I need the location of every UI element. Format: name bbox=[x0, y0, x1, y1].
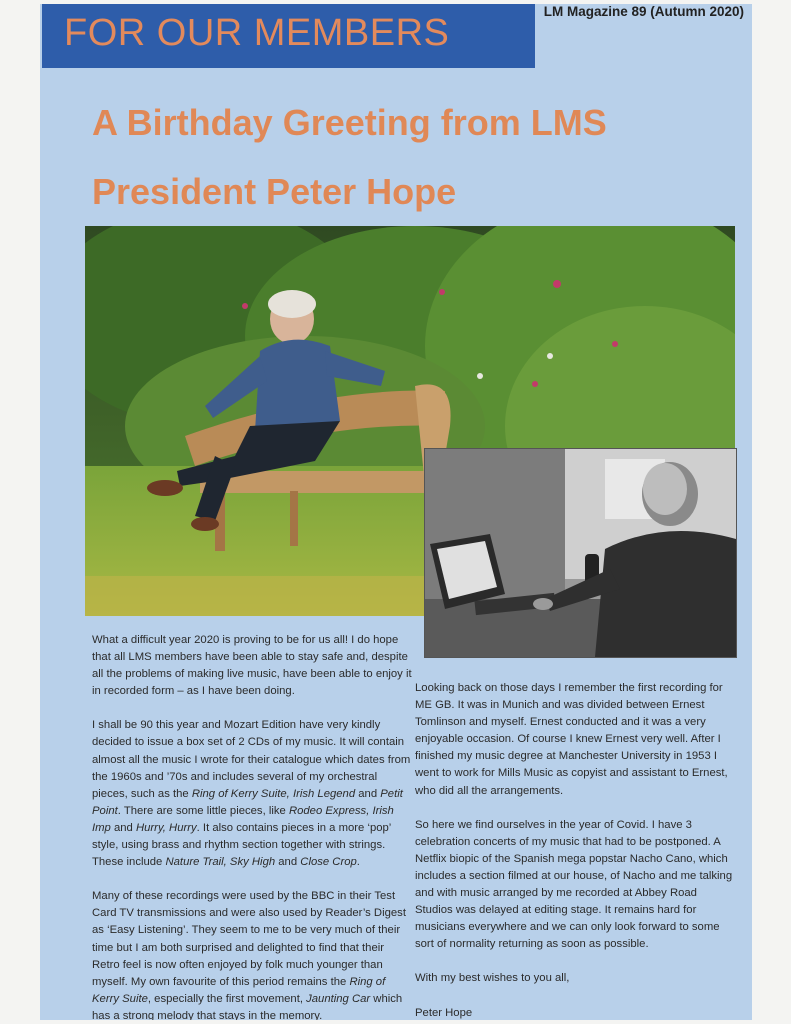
text-run: . There are some little pieces, like bbox=[117, 804, 289, 817]
text-run: , especially the first movement, bbox=[147, 992, 307, 1005]
paragraph bbox=[92, 717, 414, 871]
inset-photo bbox=[424, 448, 737, 658]
article-column-left bbox=[92, 632, 414, 1020]
paragraph: Looking back on those days I remember the first recording for ME GB. It was in Munich and was divided between Ernest Tomlinson and myself. Ernest conducted and it was a very enjoyable occasion. Of course I knew Ernest very well. After I finished my music degree at Manchester University in 1953 I went to work for Mills Music as copyist and assistant to Ernest, who did all the arrangements. bbox=[415, 682, 728, 797]
section-banner bbox=[42, 4, 535, 68]
italic-title: Rodeo Express, Irish Imp bbox=[92, 804, 394, 834]
text-run: and bbox=[355, 787, 381, 800]
article-title-line2: President Peter Hope bbox=[92, 171, 457, 212]
magazine-page bbox=[40, 4, 752, 1020]
text-run: which has a strong melody that stays in the memory. bbox=[92, 992, 403, 1020]
italic-title: Ring of Kerry Suite, Irish Legend bbox=[191, 787, 356, 800]
text-run: I shall be 90 this year and Mozart Edition have very kindly decided to issue a box set of 2 CDs of my music. It will contain almost all the music I wrote for their catalogue which dates from the 1960s and ’70s and includes several of my orchestral pieces, such as the bbox=[92, 719, 411, 800]
paragraph: With my best wishes to you all, bbox=[415, 972, 570, 985]
text-run: . bbox=[356, 856, 360, 869]
italic-title: Ring of Kerry Suite bbox=[92, 975, 386, 1005]
text-run: and bbox=[110, 821, 136, 834]
issue-label: LM Magazine 89 (Autumn 2020) bbox=[543, 4, 744, 19]
paragraph bbox=[92, 888, 414, 1020]
paragraph: What a difficult year 2020 is proving to be for us all! I do hope that all LMS members have been able to stay safe and, despite all the problems of making live music, have been able to enjoy it in recorded form – as I have been doing. bbox=[92, 634, 412, 698]
article-title-line1: A Birthday Greeting from LMS bbox=[92, 102, 607, 143]
italic-title: Nature Trail, Sky High bbox=[165, 856, 276, 869]
text-run: Many of these recordings were used by the BBC in their Test Card TV transmissions and were also used by Reader’s Digest as ‘Easy Listening’. They seem to me to be very much of their time but I am both surprised and delighted to find that their Retro feel is now often enjoyed by folk much younger than myself. My own favourite of this period remains the bbox=[92, 890, 406, 988]
text-run: and bbox=[275, 856, 301, 869]
signature: Peter Hope bbox=[415, 1006, 473, 1019]
section-title: FOR OUR MEMBERS bbox=[64, 12, 450, 54]
article-title bbox=[92, 88, 732, 226]
italic-title: Hurry, Hurry bbox=[135, 821, 197, 834]
computer-desk-photo bbox=[425, 449, 736, 657]
italic-title: Jaunting Car bbox=[306, 992, 371, 1005]
italic-title: Close Crop bbox=[300, 856, 357, 869]
text-run: . It also contains pieces in a more ‘pop’ style, using brass and rhythm section together with strings. These include bbox=[92, 821, 391, 869]
paragraph: So here we find ourselves in the year of Covid. I have 3 celebration concerts of my music that had to be postponed. A Netflix biopic of the Spanish mega popstar Nacho Cano, which includes a section filmed at our house, of Nacho and me talking and with music arranged by me recorded at Abbey Road Studios was delayed at editing stage. It remains hard for musicians everywhere and we can only look forward to some sort of normality returning as soon as possible. bbox=[415, 818, 733, 951]
italic-title: Petit Point bbox=[92, 787, 403, 817]
article-column-right bbox=[415, 680, 735, 1020]
